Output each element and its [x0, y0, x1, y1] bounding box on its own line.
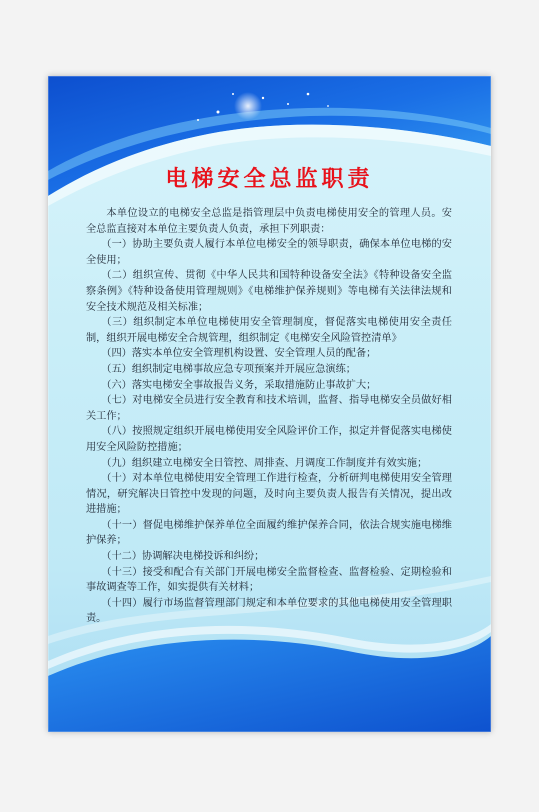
- duty-item-6: （六）落实电梯安全事故报告义务，采取措施防止事故扩大；: [101, 379, 377, 391]
- duty-item-9: （九）组织建立电梯安全日管控、周排查、月调度工作制度并有效实施；: [101, 457, 428, 469]
- duty-item-4: （四）落实本单位安全管理机构设置、安全管理人员的配备；: [101, 348, 377, 360]
- duty-item-8: （八）按照规定组织开展电梯使用安全风险评价工作，拟定并督促落实电梯使用安全风险防控措施；: [86, 426, 452, 453]
- duty-item-5: （五）组织制定电梯事故应急专项预案并开展应急演练；: [101, 363, 356, 375]
- duties-text: [86, 206, 452, 627]
- duty-item-3: （三）组织制定本单位电梯使用安全管理制度，督促落实电梯使用安全责任制，组织开展电梯安全合规管理，组织制定《电梯安全风险管控清单》: [86, 317, 452, 344]
- poster-board: [48, 76, 491, 732]
- duty-item-11: （十一）督促电梯维护保养单位全面履约维护保养合同，依法合规实施电梯维护保养；: [86, 519, 452, 547]
- duty-item-10: （十）对本单位电梯使用安全管理工作进行检查，分析研判电梯使用安全管理情况，研究解决日管控中发现的问题，及时向主要负责人报告有关情况，提出改进措施；: [86, 473, 452, 516]
- duty-item-13: （十三）接受和配合有关部门开展电梯安全监督检查、监督检验、定期检验和事故调查等工作，如实提供有关材料；: [86, 566, 452, 594]
- duty-item-7: （七）对电梯安全员进行安全教育和技术培训，监督、指导电梯安全员做好相关工作；: [86, 395, 452, 422]
- duty-item-2: （二）组织宣传、贯彻《中华人民共和国特种设备安全法》《特种设备安全监察条例》《特种设备使用管理规则》《电梯维护保养规则》等电梯有关法律法规和安全技术规范及相关标准；: [86, 270, 452, 313]
- duty-item-12: （十二）协调解决电梯投诉和纠纷；: [101, 551, 265, 563]
- duty-item-1: （一）协助主要负责人履行本单位电梯安全的领导职责，确保本单位电梯的安全使用；: [86, 239, 452, 266]
- intro-paragraph: 本单位设立的电梯安全总监是指管理层中负责电梯使用安全的管理人员。安全总监直接对本单位主要负责人负责，承担下列职责：: [86, 208, 452, 235]
- poster-title: 电梯安全总监职责: [165, 167, 374, 192]
- duty-item-14: （十四）履行市场监督管理部门规定和本单位要求的其他电梯使用安全管理职责。: [86, 597, 452, 625]
